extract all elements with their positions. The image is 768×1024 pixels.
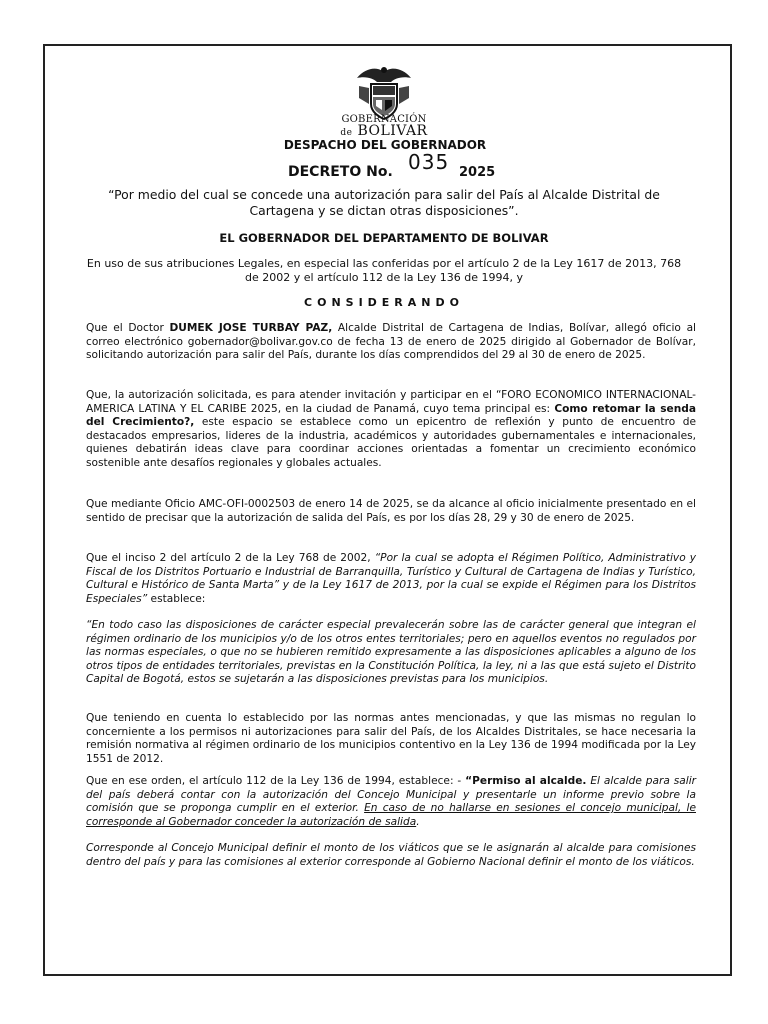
office-heading: DESPACHO DEL GOBERNADOR [283, 138, 487, 152]
paragraph-7 [86, 775, 696, 829]
legal-basis: En uso de sus atribuciones Legales, en especial las conferidas por el artículo 2 de la Ley 1617 de 2013, 768 de 2002 y el artículo 112 de la Ley 136 de 1994, y [86, 257, 682, 284]
p7-text-a: Que en ese orden, el artículo 112 de la Ley 136 de 1994, establece: - [86, 775, 466, 787]
decree-label: DECRETO No. [288, 164, 393, 180]
institution-name-line1: GOBERNACIÓN [341, 114, 427, 125]
p1-name: DUMEK JOSE TURBAY PAZ, [169, 322, 333, 334]
paragraph-8: Corresponde al Concejo Municipal definir el monto de los viáticos que se le asignarán al alcalde para comisiones dentro del país y para las comisiones al exterior corresponde al Gobierno Nacional definir el monto de los viáticos. [86, 842, 696, 868]
authority-heading: EL GOBERNADOR DEL DEPARTAMENTO DE BOLIVAR [219, 231, 549, 245]
paragraph-4 [86, 552, 696, 606]
p2-text-b: este espacio se establece como un epicentro de reflexión y punto de encuentro de destacados empresarios, lideres de la industria, académicos y autoridades gubernamentales e internacionales, quienes debatirán ideas clave para coordinar acciones orientadas a fomentar un crecimiento económico sostenible ante desafíos regionales y globales actuales. [86, 416, 697, 469]
p2-theme: Como retomar la senda del Crecimiento?, [86, 402, 696, 428]
paragraph-3: Que mediante Oficio AMC-OFI-0002503 de enero 14 de 2025, se da alcance al oficio inicialmente presentado en el sentido de precisar que la autorización de salida del País, es por los días 28, 29 y 30 de enero de 2025. [86, 498, 696, 524]
institution-name-de: de [340, 128, 353, 138]
institution-name-line2 [330, 123, 438, 139]
paragraph-2 [86, 389, 696, 470]
paragraph-5-quote: “En todo caso las disposiciones de carácter especial prevalecerán sobre las de carácter general que integran el régimen ordinario de los municipios y/o de los otros entes territoriales; pero en aquellos eventos no regulados por las normas especiales, o que no se hubieren remitido expresamente a las disposiciones aplicables a alguno de los otros tipos de entidades territoriales, previstas en la Constitución Política, la ley, ni a las que está sujeto el Distrito Capital de Bogotá, estos se sujetarán a las disposiciones previstas para los municipios. [86, 619, 696, 685]
p1-text-a: Que el Doctor [86, 322, 170, 334]
p4-text-a: Que el inciso 2 del artículo 2 de la Ley 768 de 2002, [86, 552, 375, 564]
p2-text-a: Que, la autorización solicitada, es para atender invitación y participar en el “FORO ECONOMICO INTERNACIONAL-AMERICA LATINA Y EL CARIBE 2025, en la ciudad de Panamá, cuyo tema principal es: [86, 389, 696, 415]
p1-text-b: Alcalde Distrital de Cartagena de Indias, Bolívar, allegó oficio al correo electrónico gobernador@bolivar.gov.co de fecha 13 de enero de 2025 dirigido al Gobernador de Bolívar, solicitando autorización para salir del País, durante los días comprendidos del 29 al 30 de enero de 2025. [86, 322, 697, 361]
p7-bold: “Permiso al alcalde. [465, 775, 587, 787]
paragraph-1 [86, 322, 696, 363]
p4-quote: “Por la cual se adopta el Régimen Político, Administrativo y Fiscal de los Distritos Portuario e Industrial de Barranquilla, Turístico y Cultural de Cartagena de Indias y Turístico, Cultural e Histórico de Santa Marta” y de la Ley 1617 de 2013, por la cual se expide el Régimen para los Distritos Especiales” [86, 552, 696, 605]
p7-end: . [416, 815, 420, 828]
considerando-heading: CONSIDERANDO [304, 296, 464, 309]
paragraph-6: Que teniendo en cuenta lo establecido por las normas antes mencionadas, y que las mismas no regulan lo concerniente a los permisos ni autorizaciones para salir del País, de los Alcaldes Distritales, se hace necesaria la remisión normativa al régimen ordinario de los municipios contentivo en la Ley 136 de 1994 modificada por la Ley 1551 de 2012. [86, 712, 696, 765]
p4-text-b: establece: [147, 592, 206, 605]
coat-of-arms-icon [345, 64, 423, 120]
decree-number: 035 [408, 150, 450, 174]
decree-title: “Por medio del cual se concede una autorización para salir del País al Alcalde Distrital de Cartagena y se dictan otras disposiciones”. [108, 187, 660, 218]
institution-name-bolivar: BOLIVAR [357, 123, 428, 139]
p7-italic: El alcalde para salir del país deberá contar con la autorización del Concejo Municipal y presentarle un informe previo sobre la comisión que se proponga cumplir en el exterior. [86, 775, 696, 814]
p7-underlined: En caso de no hallarse en sesiones el concejo municipal, le corresponde al Gobernador conceder la autorización de salida [86, 802, 696, 828]
decree-year: 2025 [459, 165, 496, 180]
